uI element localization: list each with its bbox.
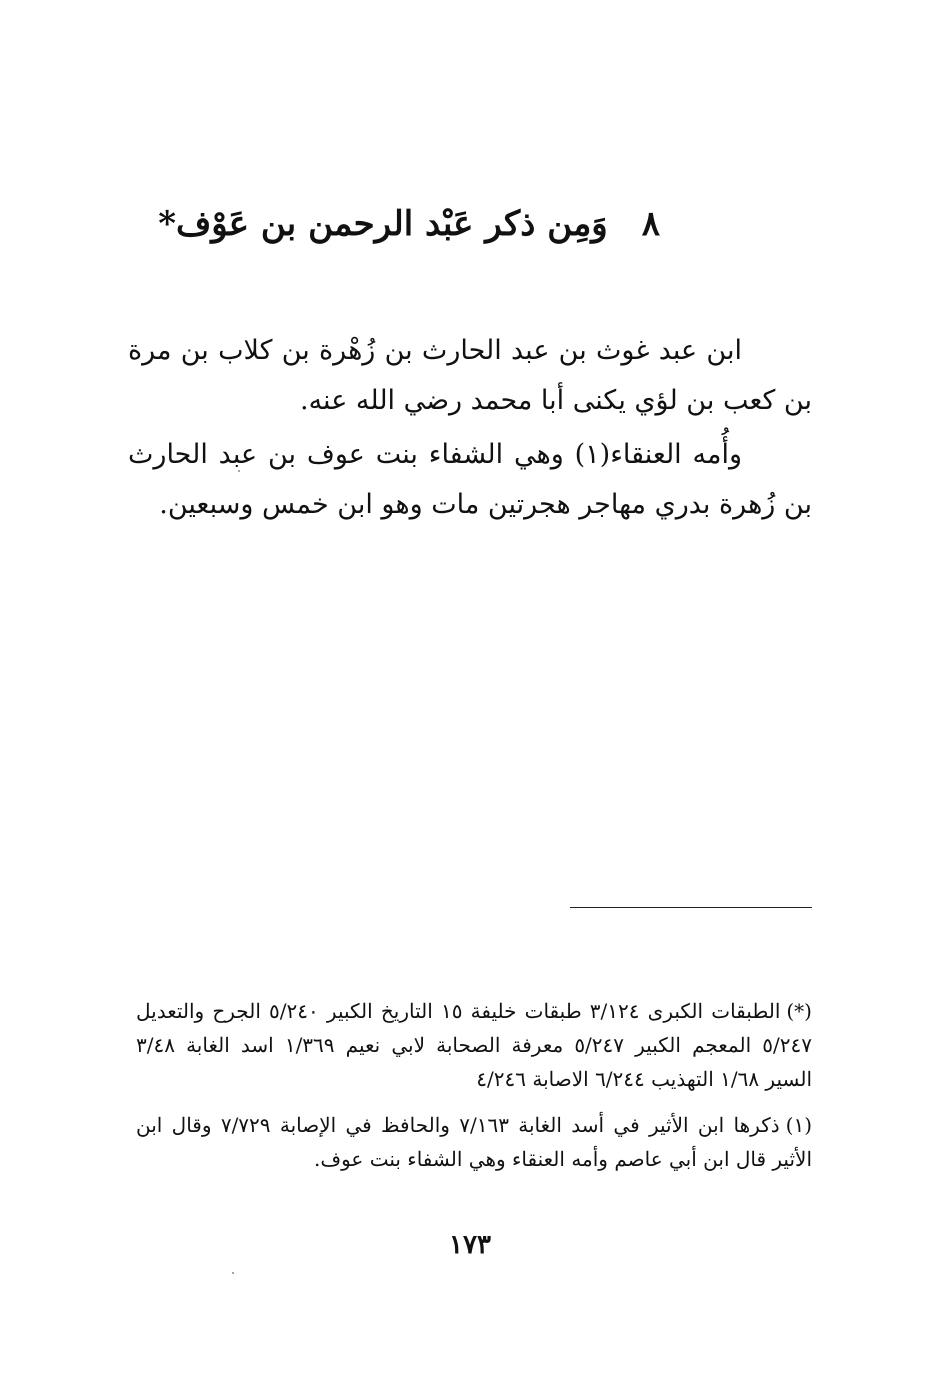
- paragraph-lineage: ابن عبد غوث بن عبد الحارث بن زُهْرة بن كلاب بن مرة بن كعب بن لؤي يكنى أبا محمد رضي الله عنه.: [128, 335, 812, 416]
- paragraph-mother: وأُمه العنقاء(١) وهي الشفاء بنت عوف بن عبد الحارث بن زُهرة بدري مهاجر هجرتين مات وهو ابن خمس وسبعين.: [128, 439, 812, 520]
- scan-speck: [238, 470, 240, 472]
- footnote-mark: (*): [786, 999, 812, 1023]
- footnote-divider: [570, 907, 812, 908]
- main-text: [128, 326, 812, 530]
- section-title: وَمِن ذكر عَبْد الرحمن بن عَوْف*: [158, 204, 608, 244]
- section-number: ٨: [641, 204, 660, 244]
- footnote-mark: (١): [785, 1113, 812, 1137]
- footnotes: [136, 994, 812, 1188]
- section-heading: [158, 196, 660, 252]
- footnote-text: ذكرها ابن الأثير في أسد الغابة ٧/١٦٣ والحافظ في الإصابة ٧/٧٢٩ وقال ابن الأثير قال ابن أبي عاصم وأمه العنقاء وهي الشفاء بنت عوف.: [136, 1113, 812, 1171]
- footnote-1: [136, 1108, 812, 1176]
- footnote-sources: [136, 994, 812, 1096]
- page-number: ١٧٣: [449, 1230, 491, 1260]
- scan-speck: [232, 1272, 234, 1274]
- footnote-text: الطبقات الكبرى ٣/١٢٤ طبقات خليفة ١٥ التاريخ الكبير ٥/٢٤٠ الجرح والتعديل ٥/٢٤٧ المعجم الكبير ٥/٢٤٧ معرفة الصحابة لابي نعيم ١/٣٦٩ اسد الغابة ٣/٤٨ السير ١/٦٨ التهذيب ٦/٢٤٤ الاصابة ٤/٢٤٦: [136, 999, 812, 1091]
